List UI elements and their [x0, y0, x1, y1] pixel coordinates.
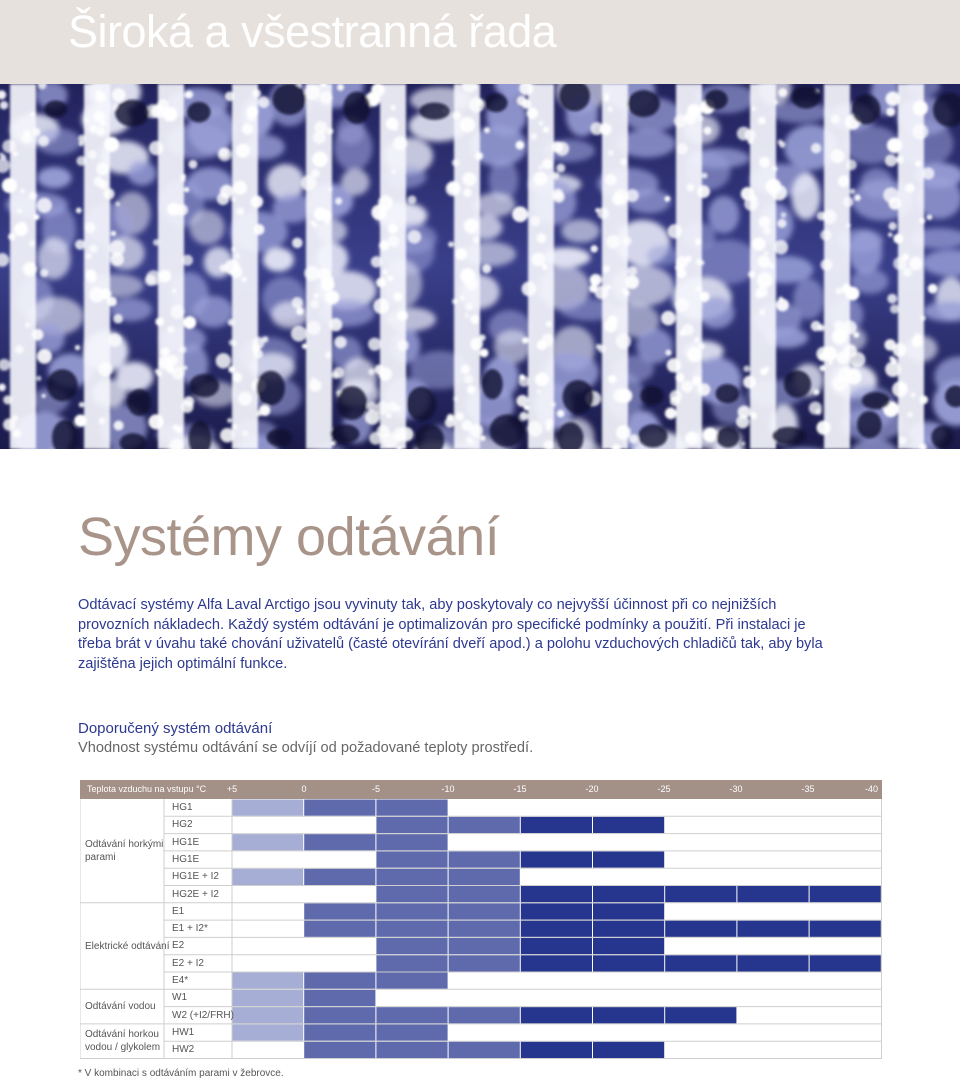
suitability-cell: [449, 990, 520, 1006]
suitability-cell: [449, 938, 520, 954]
suitability-cell: [737, 938, 808, 954]
frost-coil-image: [0, 84, 960, 449]
suitability-cell: [376, 800, 447, 816]
suitability-cell: [521, 834, 592, 850]
suitability-cell: [449, 955, 520, 971]
system-label: HG2: [172, 819, 193, 831]
title-banner: [0, 0, 960, 84]
suitability-cell: [593, 1007, 664, 1023]
suitability-cell: [304, 886, 375, 902]
suitability-cell: [232, 869, 303, 885]
suitability-cell: [810, 834, 881, 850]
suitability-cell: [593, 1024, 664, 1040]
temperature-tick: -15: [513, 784, 527, 794]
suitability-cell: [665, 1042, 736, 1058]
suitability-cell: [304, 1007, 375, 1023]
suitability-cell: [737, 921, 808, 937]
suitability-cell: [521, 1024, 592, 1040]
suitability-cell: [593, 834, 664, 850]
suitability-cell: [665, 955, 736, 971]
suitability-cell: [449, 1007, 520, 1023]
system-label: E4*: [172, 975, 189, 986]
suitability-cell: [449, 869, 520, 885]
suitability-cell: [593, 955, 664, 971]
suitability-cell: [304, 955, 375, 971]
suitability-cell: [449, 1042, 520, 1058]
suitability-cell: [665, 800, 736, 816]
suitability-cell: [232, 921, 303, 937]
suitability-cell: [232, 973, 303, 989]
suitability-cell: [304, 800, 375, 816]
suitability-cell: [304, 938, 375, 954]
temperature-tick: -20: [585, 784, 599, 794]
suitability-cell: [232, 1042, 303, 1058]
suitability-cell: [521, 938, 592, 954]
temperature-tick: -35: [801, 784, 815, 794]
system-label: HG1E: [172, 836, 200, 848]
suitability-cell: [232, 990, 303, 1006]
suitability-cell: [593, 869, 664, 885]
suitability-cell: [521, 973, 592, 989]
suitability-cell: [737, 1007, 808, 1023]
suitability-cell: [665, 990, 736, 1006]
suitability-cell: [810, 1042, 881, 1058]
system-label: HG1: [172, 802, 193, 813]
suitability-cell: [737, 1024, 808, 1040]
suitability-cell: [665, 1007, 736, 1023]
suitability-cell: [376, 1024, 447, 1040]
suitability-cell: [376, 869, 447, 885]
suitability-cell: [737, 903, 808, 919]
intro-line: provozních nákladech. Každý systém odtávání je optimalizován pro specifické podmínky a použití. Při instalaci je: [78, 616, 806, 633]
suitability-cell: [665, 973, 736, 989]
suitability-cell: [376, 834, 447, 850]
group-label: Elektrické odtávání: [85, 940, 170, 952]
suitability-cell: [304, 1024, 375, 1040]
suitability-cell: [521, 851, 592, 867]
suitability-cell: [521, 886, 592, 902]
temperature-tick: -30: [729, 784, 743, 794]
system-label: HG1E + I2: [172, 871, 219, 883]
suitability-cell: [232, 800, 303, 816]
suitability-cell: [449, 973, 520, 989]
suitability-cell: [665, 851, 736, 867]
suitability-cell: [449, 921, 520, 937]
suitability-cell: [449, 903, 520, 919]
recommended-heading: Doporučený systém odtávání: [78, 720, 273, 737]
suitability-cell: [521, 990, 592, 1006]
suitability-cell: [521, 817, 592, 833]
suitability-cell: [737, 1042, 808, 1058]
section-title: Systémy odtávání: [78, 507, 500, 567]
suitability-cell: [737, 800, 808, 816]
suitability-cell: [304, 973, 375, 989]
group-label: Odtávání horkou vodou / glykolem: [85, 1029, 161, 1054]
suitability-cell: [376, 921, 447, 937]
suitability-cell: [810, 817, 881, 833]
suitability-cell: [304, 817, 375, 833]
suitability-cell: [737, 886, 808, 902]
suitability-cell: [232, 903, 303, 919]
suitability-cell: [737, 834, 808, 850]
temperature-tick: 0: [301, 784, 307, 794]
suitability-cell: [593, 800, 664, 816]
intro-line: Odtávací systémy Alfa Laval Arctigo jsou vyvinuty tak, aby poskytovaly co nejvyšší účinnost při co nejnižších: [78, 597, 777, 613]
system-label: E2: [172, 940, 185, 952]
suitability-cell: [521, 800, 592, 816]
suitability-cell: [449, 886, 520, 902]
intro-paragraph: [78, 596, 908, 674]
suitability-cell: [593, 851, 664, 867]
intro-line: třeba brát v úvahu také chování uživatelů (časté otevírání dveří apod.) a polohu vzduchových chladičů tak, aby byla: [78, 636, 823, 652]
suitability-cell: [376, 886, 447, 902]
suitability-cell: [737, 955, 808, 971]
suitability-cell: [665, 938, 736, 954]
group-label: Odtávání horkými parami: [85, 838, 164, 863]
suitability-cell: [521, 903, 592, 919]
suitability-cell: [521, 955, 592, 971]
temperature-tick: -10: [441, 784, 455, 794]
suitability-cell: [593, 973, 664, 989]
suitability-cell: [810, 1007, 881, 1023]
suitability-cell: [232, 1007, 303, 1023]
suitability-cell: [810, 938, 881, 954]
suitability-cell: [737, 869, 808, 885]
suitability-cell: [232, 851, 303, 867]
suitability-cell: [521, 869, 592, 885]
suitability-cell: [665, 886, 736, 902]
suitability-cell: [304, 851, 375, 867]
system-label: HW2: [172, 1044, 195, 1056]
suitability-cell: [376, 973, 447, 989]
suitability-cell: [232, 1024, 303, 1040]
system-label: HG2E + I2: [172, 888, 219, 900]
suitability-cell: [737, 990, 808, 1006]
suitability-cell: [665, 1024, 736, 1040]
suitability-cell: [593, 938, 664, 954]
suitability-cell: [737, 851, 808, 867]
suitability-cell: [232, 817, 303, 833]
suitability-cell: [593, 886, 664, 902]
suitability-cell: [304, 834, 375, 850]
temperature-header-label: Teplota vzduchu na vstupu °C: [87, 784, 207, 794]
suitability-cell: [665, 817, 736, 833]
page-title: Široká a všestranná řada: [68, 6, 557, 57]
suitability-cell: [304, 869, 375, 885]
suitability-cell: [376, 990, 447, 1006]
suitability-cell: [810, 990, 881, 1006]
suitability-cell: [593, 990, 664, 1006]
suitability-cell: [810, 1024, 881, 1040]
suitability-cell: [810, 886, 881, 902]
recommended-text: Vhodnost systému odtávání se odvíjí od požadované teploty prostředí.: [78, 740, 534, 756]
suitability-cell: [665, 869, 736, 885]
suitability-cell: [376, 1007, 447, 1023]
suitability-cell: [521, 1007, 592, 1023]
temperature-tick: +5: [226, 784, 238, 794]
suitability-cell: [521, 1042, 592, 1058]
suitability-cell: [810, 955, 881, 971]
suitability-cell: [810, 800, 881, 816]
temperature-tick: -25: [657, 784, 671, 794]
suitability-cell: [810, 869, 881, 885]
system-label: W1: [172, 992, 187, 1004]
defrost-suitability-table: [80, 780, 882, 1056]
suitability-cell: [232, 955, 303, 971]
system-label: HG1E: [172, 853, 200, 865]
intro-line: zajištěna jejich optimální funkce.: [78, 655, 288, 672]
suitability-cell: [376, 903, 447, 919]
suitability-cell: [232, 938, 303, 954]
suitability-cell: [737, 817, 808, 833]
table-body: [80, 799, 882, 1058]
suitability-cell: [665, 834, 736, 850]
suitability-cell: [304, 1042, 375, 1058]
temperature-tick: -40: [864, 784, 878, 794]
suitability-cell: [449, 851, 520, 867]
suitability-cell: [449, 1024, 520, 1040]
suitability-cell: [810, 851, 881, 867]
footnote: * V kombinaci s odtáváním parami v žebrovce.: [78, 1068, 284, 1079]
suitability-cell: [593, 817, 664, 833]
suitability-cell: [376, 1042, 447, 1058]
suitability-cell: [593, 1042, 664, 1058]
suitability-cell: [593, 921, 664, 937]
suitability-cell: [810, 903, 881, 919]
suitability-cell: [232, 886, 303, 902]
suitability-cell: [376, 817, 447, 833]
suitability-cell: [449, 834, 520, 850]
system-label: E1: [172, 905, 185, 917]
group-label: Odtávání vodou: [85, 1001, 156, 1013]
suitability-cell: [376, 955, 447, 971]
suitability-cell: [521, 921, 592, 937]
table-header: [80, 780, 882, 799]
suitability-cell: [304, 903, 375, 919]
suitability-cell: [304, 921, 375, 937]
suitability-cell: [810, 921, 881, 937]
suitability-cell: [304, 990, 375, 1006]
suitability-cell: [737, 973, 808, 989]
temperature-tick: -5: [371, 784, 380, 794]
system-label: E2 + I2: [172, 957, 204, 969]
suitability-cell: [232, 834, 303, 850]
suitability-cell: [449, 817, 520, 833]
hero-photo: [0, 84, 960, 449]
suitability-cell: [593, 903, 664, 919]
suitability-cell: [449, 800, 520, 816]
suitability-cell: [376, 851, 447, 867]
system-label: E1 + I2*: [172, 923, 208, 935]
suitability-cell: [810, 973, 881, 989]
suitability-cell: [665, 903, 736, 919]
system-label: HW1: [172, 1026, 195, 1038]
suitability-cell: [665, 921, 736, 937]
suitability-cell: [376, 938, 447, 954]
system-label: W2 (+I2/FRH): [172, 1009, 234, 1021]
